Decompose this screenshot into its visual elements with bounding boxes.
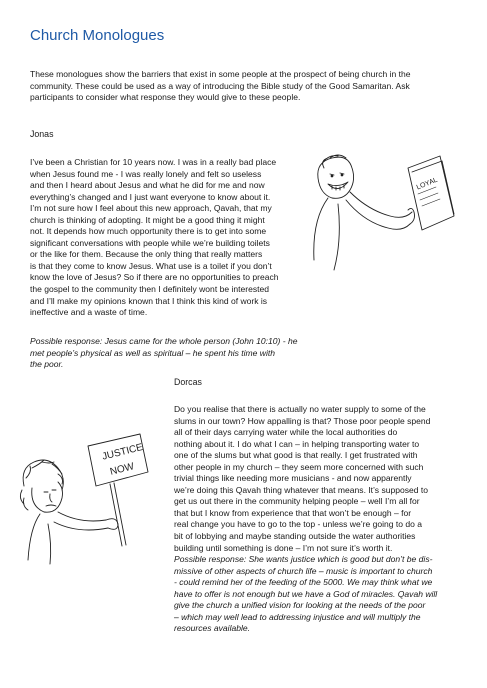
monologue-line: and I’ll make my opinions known that I think this kind of work is (30, 295, 268, 306)
monologue-line: know the love of Jesus? So if there are no opportunities to preach (30, 272, 279, 283)
book-label: LOYAL (415, 176, 439, 192)
response-line: the poor. (30, 359, 64, 370)
monologue-line: significant conversations with people while we’re building toilets (30, 237, 270, 248)
dorcas-possible-response (174, 554, 437, 635)
response-line: have to offer is not enough but we have a God of miracles. Qavah will (174, 588, 438, 599)
intro-line: These monologues show the barriers that exist in some people at the prospect of being church in the (30, 69, 411, 79)
jonas-possible-response (30, 336, 297, 371)
monologue-line: church is thinking of adopting. It might be a good thing it might (30, 214, 265, 225)
response-line: Possible response: She wants justice which is good but don’t be dis- (174, 554, 433, 564)
jonas-monologue (30, 157, 279, 319)
monologue-line: one of the slums but what good is that really. I get frustrated with (174, 450, 418, 461)
response-line: Possible response: Jesus came for the whole person (John 10:10) - he (30, 336, 298, 346)
monologue-line: I’ve been a Christian for 10 years now. I was in a really bad place (30, 157, 277, 167)
monologue-line: other people in my church – they seem more concerned with such (174, 461, 424, 472)
speaker-name-jonas: Jonas (30, 129, 54, 139)
monologue-line: real change you have to go to the top - unless we’re going to do a (174, 519, 423, 530)
monologue-line: building until something is done – I’m not sure it’s worth it. (174, 542, 393, 553)
monologue-line: that but I know from experience that that won’t be enough – for (174, 507, 412, 518)
speaker-name-dorcas: Dorcas (174, 377, 202, 387)
intro-paragraph (30, 69, 411, 104)
response-line: - could remind her of the feeding of the 5000. We may think what we (174, 577, 433, 588)
response-line: – which may well lead to addressing injustice and will multiply the (174, 611, 421, 622)
response-line: resources available. (174, 623, 251, 634)
monologue-line: get us out there in the community helping people – well I’m all for (174, 496, 420, 507)
monologue-line: all of their days carrying water while the local authorities do (174, 427, 398, 438)
monologue-line: we’re doing this Qavah thing whatever that means. It’s supposed to (174, 484, 429, 495)
response-line: met people’s physical as well as spiritual – he spent his time with (30, 347, 275, 358)
monologue-line: ineffective and a waste of time. (30, 307, 148, 318)
monologue-line: I’m not sure how I feel about this new approach, Qavah, that my (30, 203, 272, 214)
page-title: Church Monologues (30, 27, 165, 44)
monologue-line: everything’s changed and I just want everyone to know about it. (30, 191, 271, 202)
monologue-line: is that they come to know Jesus. What use is a toilet if you don’t (30, 260, 272, 271)
monologue-line: when Jesus found me - I was really lonely and felt so useless (30, 168, 262, 179)
monologue-line: slums in our town? How appalling is that? Those poor people spend (174, 415, 431, 426)
monologue-line: bit of lobbying and maybe standing outside the water authorities (174, 531, 416, 542)
monologue-line: the gospel to the community then I definitely wont be interested (30, 284, 269, 295)
sign-text-line2: NOW (108, 461, 136, 478)
monologue-line: trivial things like needing more musicians - and now apparently (174, 473, 412, 484)
monologue-line: and then I heard about Jesus and what he did for me and now (30, 180, 265, 191)
dorcas-monologue (174, 404, 430, 554)
monologue-line: or the like for them. Because the only thing that really matters (30, 249, 263, 260)
sign-text-line1: JUSTICE (101, 441, 145, 463)
monologue-line: not. It depends how much opportunity there is to get into some (30, 226, 267, 237)
response-line: missive of other aspects of church life – music is important to church (174, 565, 433, 576)
response-line: give the church a unified vision for looking at the needs of the poor (174, 600, 426, 611)
intro-line: participants to consider what response they would give to these people. (30, 92, 301, 103)
man-with-book-sketch (308, 150, 458, 275)
woman-with-sign-sketch (18, 428, 153, 568)
monologue-line: Do you realise that there is actually no water supply to some of the (174, 404, 426, 414)
intro-line: community. These could be used as a way of introducing the Bible study of the Good Samaritan. Ask (30, 80, 410, 91)
monologue-line: nothing about it. I do what I can – in helping transporting water to (174, 438, 420, 449)
